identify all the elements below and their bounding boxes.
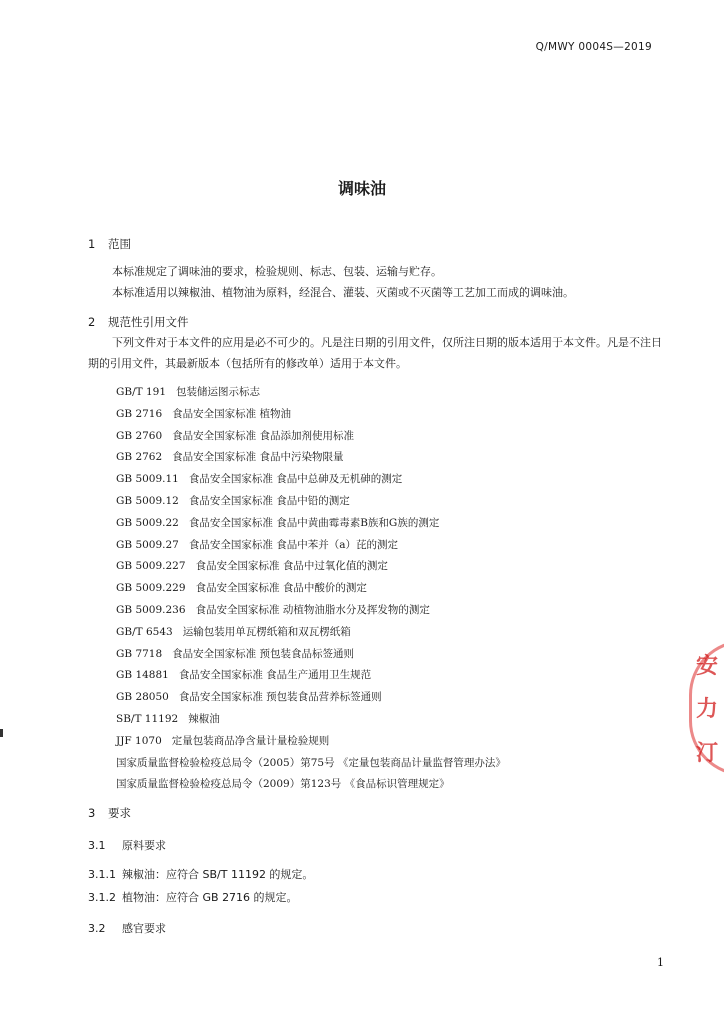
- section-title: 范围: [108, 237, 131, 251]
- reference-title: 食品安全国家标准 动植物油脂水分及挥发物的测定: [195, 604, 430, 616]
- reference-code: GB 2716: [116, 407, 163, 420]
- reference-item: [116, 667, 371, 682]
- normative-intro: [88, 332, 668, 374]
- clause-3-1: [88, 837, 166, 853]
- reference-item: [116, 624, 351, 639]
- reference-code: GB 2760: [116, 429, 163, 442]
- normative-intro-text: 下列文件对于本文件的应用是必不可少的。凡是注日期的引用文件，仅所注日期的版本适用于本文件。凡是不注日期的引用文件，其最新版本（包括所有的修改单）适用于本文件。: [88, 336, 662, 370]
- clause-3-2: [88, 920, 166, 936]
- reference-item: [116, 558, 388, 573]
- section-number: 2: [88, 315, 96, 329]
- clause-3-1-2: [88, 889, 298, 905]
- clause-number: 3.1: [88, 839, 106, 852]
- reference-code: GB 5009.27: [116, 538, 179, 551]
- reference-item: [116, 384, 260, 399]
- reference-item: [116, 602, 430, 617]
- clause-text: 辣椒油：应符合 SB/T 11192 的规定。: [122, 868, 314, 881]
- section-heading-scope: [88, 236, 131, 252]
- clause-number: 3.1.2: [88, 891, 116, 904]
- page-number: 1: [657, 956, 664, 969]
- reference-item: [116, 755, 506, 770]
- reference-title: 食品安全国家标准 食品生产通用卫生规范: [178, 669, 372, 682]
- reference-title: 国家质量监督检验检疫总局令（2009）第123号 《食品标识管理规定》: [116, 778, 450, 791]
- reference-code: GB 28050: [116, 691, 169, 704]
- clause-text: 感官要求: [122, 922, 166, 935]
- section-title: 规范性引用文件: [108, 315, 189, 329]
- section-number: 1: [88, 237, 96, 251]
- section-number: 3: [88, 806, 96, 820]
- clause-number: 3.2: [88, 922, 106, 935]
- reference-title: 食品安全国家标准 食品中酸价的测定: [195, 582, 367, 595]
- scope-line-1: 本标准规定了调味油的要求，检验规则、标志、包装、运输与贮存。: [112, 265, 442, 278]
- reference-title: 食品安全国家标准 食品添加剂使用标准: [172, 429, 355, 442]
- clause-3-1-1: [88, 866, 313, 882]
- reference-item: [116, 776, 450, 791]
- reference-title: 辣椒油: [188, 713, 220, 725]
- reference-title: 运输包装用单瓦楞纸箱和双瓦楞纸箱: [182, 625, 351, 638]
- reference-code: GB/T 6543: [116, 625, 173, 638]
- scan-mark: [0, 729, 3, 737]
- reference-code: GB 5009.236: [116, 604, 186, 616]
- reference-code: GB 2762: [116, 451, 163, 464]
- reference-code: GB 5009.229: [116, 582, 186, 595]
- clause-text: 原料要求: [122, 839, 166, 852]
- reference-item: [116, 428, 354, 443]
- reference-title: 食品安全国家标准 食品中污染物限量: [172, 451, 344, 464]
- reference-title: 食品安全国家标准 食品中总砷及无机砷的测定: [188, 473, 403, 486]
- stamp-char: 安: [696, 653, 719, 680]
- reference-code: GB 7718: [116, 647, 163, 660]
- section-title: 要求: [108, 806, 131, 820]
- reference-code: GB 5009.227: [116, 560, 186, 573]
- reference-item: [116, 406, 291, 421]
- reference-item: [116, 580, 367, 595]
- clause-number: 3.1.1: [88, 868, 116, 881]
- document-code: Q/MWY 0004S—2019: [535, 41, 652, 53]
- reference-title: 食品安全国家标准 植物油: [172, 407, 292, 420]
- reference-item: [116, 515, 439, 530]
- reference-title: 国家质量监督检验检疫总局令（2005）第75号 《定量包装商品计量监督管理办法》: [116, 756, 506, 769]
- reference-title: 包装储运图示标志: [176, 386, 261, 398]
- reference-code: GB/T 191: [116, 386, 167, 398]
- reference-code: GB 5009.12: [116, 495, 179, 507]
- reference-title: 食品安全国家标准 食品中黄曲霉毒素B族和G族的测定: [188, 516, 440, 529]
- reference-item: [116, 471, 402, 486]
- reference-item: [116, 689, 382, 704]
- reference-item: [116, 646, 354, 661]
- reference-title: 食品安全国家标准 食品中铅的测定: [188, 495, 350, 507]
- reference-item: [116, 733, 329, 748]
- reference-code: GB 5009.11: [116, 473, 179, 486]
- clause-text: 植物油：应符合 GB 2716 的规定。: [122, 891, 298, 904]
- official-seal-stamp: [689, 640, 724, 776]
- reference-code: GB 14881: [116, 669, 169, 682]
- stamp-char: 汀: [696, 739, 719, 766]
- reference-title: 定量包装商品净含量计量检验规则: [171, 734, 330, 747]
- reference-item: [116, 711, 220, 726]
- section-heading-requirements: [88, 805, 131, 821]
- section-heading-normative: [88, 314, 189, 330]
- reference-code: GB 5009.22: [116, 516, 179, 529]
- reference-item: [116, 493, 350, 508]
- reference-title: 食品安全国家标准 预包装食品标签通则: [172, 647, 355, 660]
- reference-item: [116, 537, 398, 552]
- reference-code: JJF 1070: [116, 734, 162, 747]
- reference-title: 食品安全国家标准 食品中过氧化值的测定: [195, 560, 388, 573]
- reference-item: [116, 449, 344, 464]
- reference-title: 食品安全国家标准 食品中苯并（a）芘的测定: [188, 538, 398, 551]
- scope-line-2: 本标准适用以辣椒油、植物油为原料，经混合、灌装、灭菌或不灭菌等工艺加工而成的调味油。: [112, 286, 574, 299]
- document-title: 调味油: [337, 179, 386, 198]
- reference-code: SB/T 11192: [116, 713, 179, 725]
- stamp-char: 力: [696, 696, 719, 723]
- reference-title: 食品安全国家标准 预包装食品营养标签通则: [178, 691, 382, 704]
